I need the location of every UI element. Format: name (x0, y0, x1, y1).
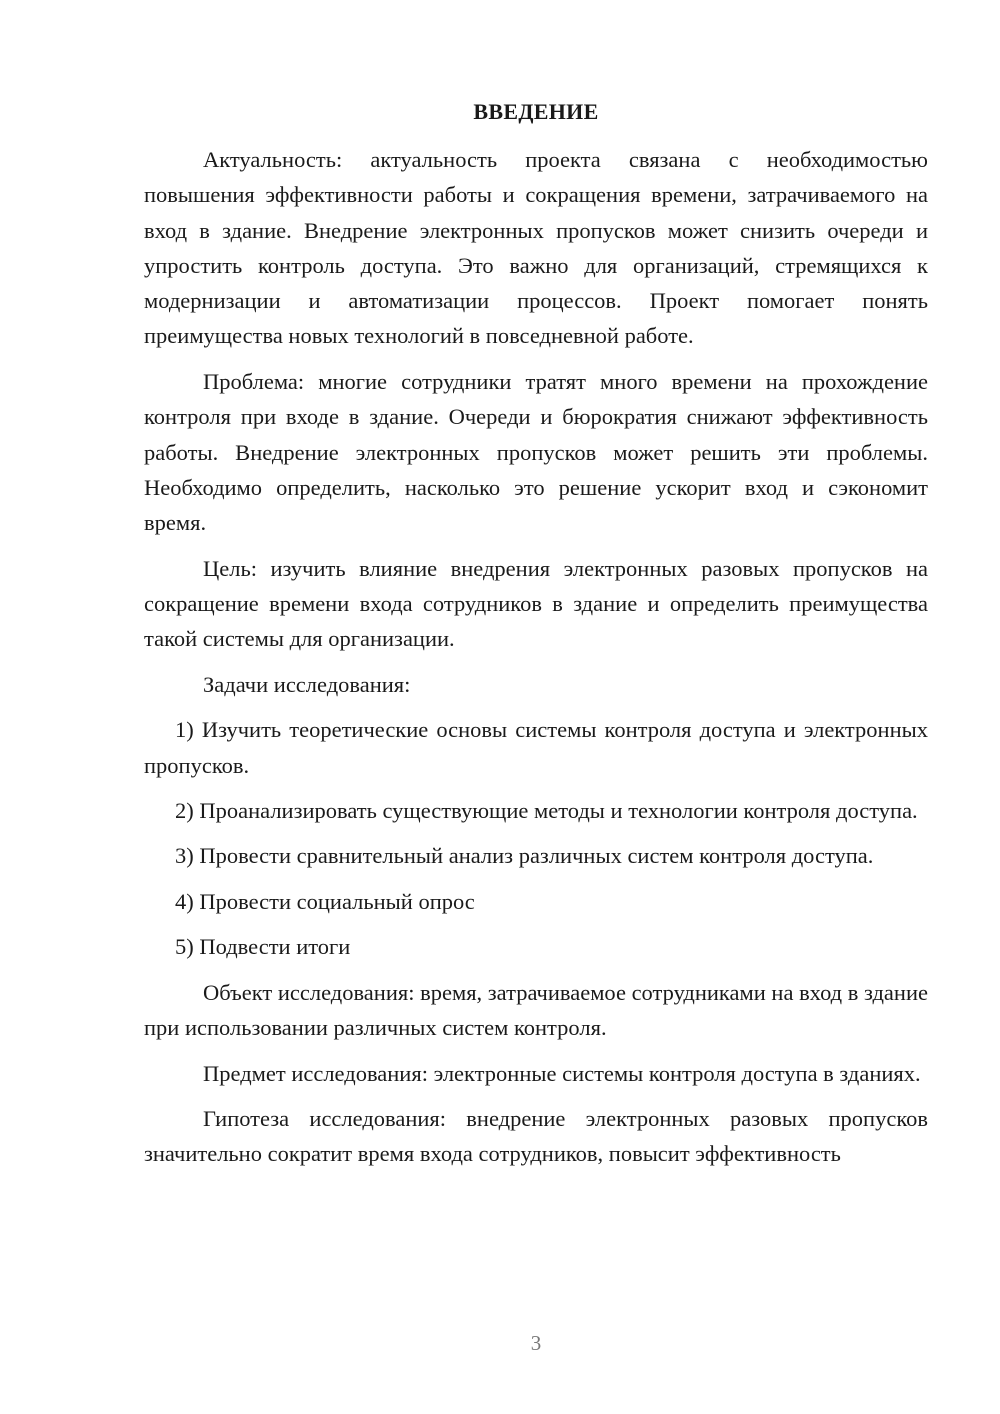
paragraph-hypothesis: Гипотеза исследования: внедрение электронных разовых пропусков значительно сократит время входа сотрудников, повысит эффективность (144, 1106, 928, 1167)
task-item-3: 3) Провести сравнительный анализ различных систем контроля доступа. (175, 843, 874, 869)
document-page (144, 94, 928, 1182)
task-item-1: 1) Изучить теоретические основы системы контроля доступа и электронных пропусков. (144, 717, 928, 778)
paragraph-relevance: Актуальность: актуальность проекта связана с необходимостью повышения эффективности работы и сокращения времени, затрачиваемого на вход в здание. Внедрение электронных пропусков может снизить очереди и упростить контроль доступа. Это важно для организаций, стремящихся к модернизации и автоматизации процессов. Проект помогает понять преимущества новых технологий в повседневной работе. (144, 147, 928, 349)
paragraph-problem: Проблема: многие сотрудники тратят много времени на прохождение контроля при входе в здание. Очереди и бюрократия снижают эффективность работы. Внедрение электронных пропусков может решить эти проблемы. Необходимо определить, насколько это решение ускорит вход и сэкономит время. (144, 368, 928, 536)
task-item-2: 2) Проанализировать существующие методы и технологии контроля доступа. (175, 797, 918, 823)
page-title: ВВЕДЕНИЕ (473, 99, 599, 124)
paragraph-object: Объект исследования: время, затрачиваемое сотрудниками на вход в здание при использовании различных систем контроля. (144, 979, 928, 1041)
task-item-4: 4) Провести социальный опрос (175, 888, 475, 914)
task-item-5: 5) Подвести итоги (175, 934, 351, 960)
paragraph-goal: Цель: изучить влияние внедрения электронных разовых пропусков на сокращение времени входа сотрудников в здание и определить преимущества такой системы для организации. (144, 555, 928, 652)
paragraph-subject: Предмет исследования: электронные системы контроля доступа в зданиях. (203, 1060, 921, 1086)
paragraph-tasks-heading: Задачи исследования: (203, 671, 411, 697)
page-number: 3 (530, 1331, 542, 1355)
